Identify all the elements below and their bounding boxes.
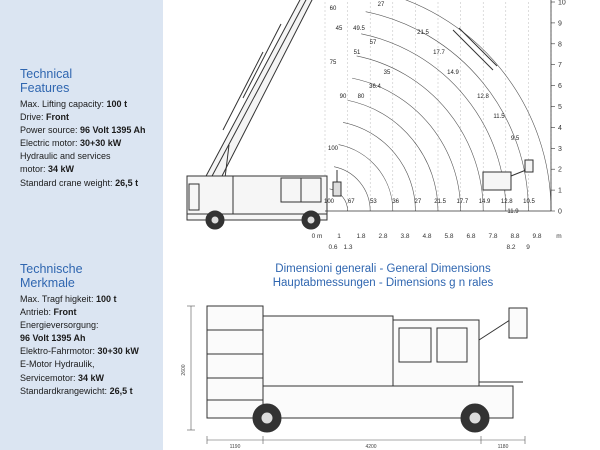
x-tick-label-bottom: 8.2 (506, 244, 516, 251)
x-tick-label-bottom: 9 (526, 244, 530, 251)
x-tick-label: 1 (337, 233, 341, 240)
load-value-label: 45 (335, 26, 343, 32)
load-value-label: 14.9 (447, 70, 459, 76)
x-tick-label: 8.8 (510, 233, 520, 240)
y-tick-label: 2 (558, 166, 562, 174)
load-value-label: 21.5 (434, 199, 446, 205)
load-chart-figure (163, 0, 600, 255)
spec-line: Standardkrangewicht: 26,5 t (20, 385, 133, 396)
load-value-label: 67 (347, 199, 355, 205)
load-value-label: 49.5 (353, 26, 365, 32)
x-tick-label: 0 m (311, 233, 323, 240)
technical-title-line1: Technical (20, 67, 73, 81)
technische-spec-list (20, 293, 139, 398)
spec-line: Power source: 96 Volt 1395 Ah (20, 125, 146, 136)
load-value-label: 100 (327, 146, 339, 152)
load-value-label: 80 (357, 94, 365, 100)
dimension-label-left: 1190 (229, 444, 241, 450)
spec-line: Standard crane weight: 26,5 t (20, 177, 139, 188)
load-value-label: 57 (369, 40, 377, 46)
x-tick-label: 5.8 (444, 233, 454, 240)
technische-merkmale-title (20, 262, 83, 290)
y-tick-label: 5 (558, 104, 562, 111)
spec-line: E-Motor Hydraulik, (20, 359, 95, 370)
y-tick-label: 1 (558, 187, 562, 195)
hook-block (333, 170, 341, 196)
load-value-label: 17.7 (433, 50, 445, 56)
x-tick-label-bottom: 1.3 (343, 244, 353, 251)
load-value-label: 60 (329, 6, 337, 12)
load-chart-y-ticks (551, 0, 566, 216)
x-tick-label: m (556, 233, 562, 240)
load-value-label: 12.8 (500, 199, 513, 205)
load-value-label: 14.9 (478, 199, 491, 205)
crane-boom (205, 0, 313, 178)
dimensions-title-line1: Dimensioni generali - General Dimensions (275, 263, 491, 275)
x-tick-label: 4.8 (422, 233, 432, 240)
spec-line: Servicemotor: 34 kW (20, 372, 105, 383)
load-chart-x-ticks (312, 233, 562, 251)
load-value-label: 75 (329, 60, 337, 66)
technical-spec-list (20, 98, 146, 190)
y-tick-label: 3 (558, 145, 562, 153)
load-value-label: 36.4 (369, 84, 381, 90)
x-tick-label: 9.8 (532, 233, 542, 240)
y-tick-label: 7 (558, 62, 562, 70)
y-tick-label: 8 (558, 41, 562, 49)
spec-line: Max. Tragf higkeit: 100 t (20, 294, 117, 304)
load-value-label: 100 (323, 199, 335, 205)
y-tick-label: 10 (558, 0, 566, 7)
spec-line: 96 Volt 1395 Ah (20, 333, 86, 344)
sidebar-panel (0, 0, 163, 450)
y-tick-label: 4 (558, 124, 562, 132)
raised-boom-right (453, 28, 497, 70)
height-dimension-label: 2600 (181, 364, 187, 376)
load-value-label: 27 (377, 2, 385, 8)
spec-line: Electric motor: 30+30 kW (20, 138, 122, 149)
vehicle-outline (207, 306, 527, 418)
load-value-label: 9.5 (510, 136, 520, 142)
load-value-label: 11.5 (493, 114, 505, 120)
dimension-label-middle: 4200 (365, 444, 377, 450)
radius-arc (357, 56, 484, 211)
radius-arc (352, 78, 460, 211)
load-chart-grid (325, 2, 551, 211)
spec-line: motor: 34 kW (20, 164, 75, 175)
load-value-label: 51 (353, 50, 361, 56)
load-value-label: 36 (392, 199, 400, 205)
load-value-label: 10.5 (523, 199, 535, 205)
spec-line: Energieversorgung: (20, 320, 99, 331)
load-value-label: 12.8 (477, 94, 489, 100)
dimension-label-right: 1180 (497, 444, 509, 450)
x-tick-label: 3.8 (400, 233, 410, 240)
technical-title-line2: Features (20, 81, 70, 95)
spec-line: Max. Lifting capacity: 100 t (20, 99, 128, 109)
radius-arc (339, 145, 393, 211)
y-tick-label: 9 (558, 20, 562, 28)
radius-arc (343, 122, 415, 211)
x-tick-label: 1.8 (356, 233, 366, 240)
load-value-label: 11.9 (507, 209, 519, 215)
x-tick-label-bottom: 0.6 (328, 244, 338, 251)
load-chart-base-values (324, 199, 536, 215)
x-tick-label: 7.8 (488, 233, 498, 240)
main-content (163, 0, 600, 450)
spec-line: Antrieb: Front (20, 307, 77, 318)
spec-line: Drive: Front (20, 112, 70, 123)
load-value-label: 17.7 (456, 199, 469, 205)
spec-line: Elektro-Fahrmotor: 30+30 kW (20, 346, 139, 357)
technical-features-title (20, 67, 72, 95)
technische-title-line2: Merkmale (20, 276, 75, 290)
load-value-label: 21.5 (417, 30, 429, 36)
y-tick-label: 0 (558, 208, 562, 216)
load-value-label: 90 (339, 94, 347, 100)
dimensions-title-line2: Hauptabmessungen - Dimensions g n rales (272, 277, 494, 289)
general-dimensions-drawing (163, 290, 600, 450)
x-tick-label: 6.8 (466, 233, 476, 240)
load-value-label: 27 (414, 199, 422, 205)
technische-title-line1: Technische (20, 262, 83, 276)
load-value-label: 53 (370, 199, 377, 205)
load-chart-column-values (328, 2, 520, 152)
spec-line: Hydraulic and services (20, 151, 111, 162)
x-tick-label: 2.8 (378, 233, 388, 240)
y-tick-label: 6 (558, 83, 562, 91)
load-value-label: 35 (383, 70, 391, 76)
